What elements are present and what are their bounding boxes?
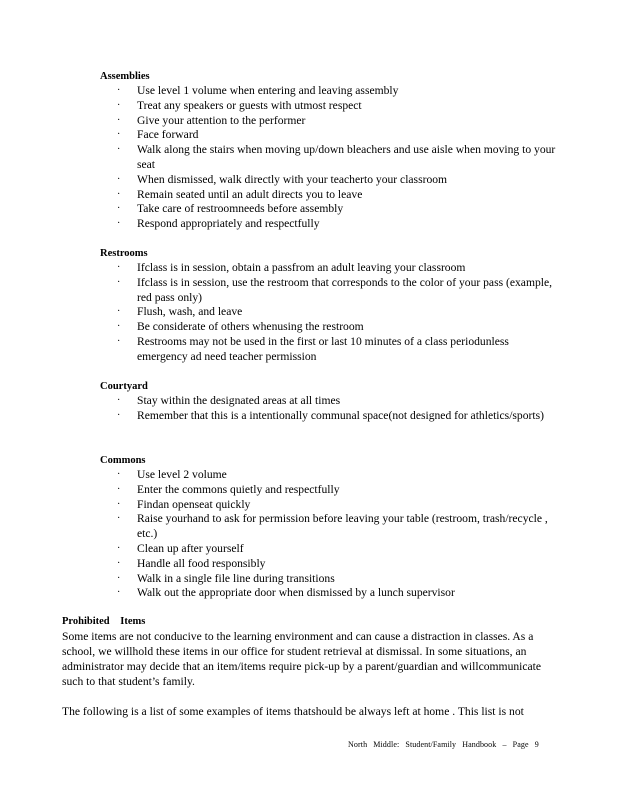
courtyard-section xyxy=(100,380,560,424)
bullet-icon: · xyxy=(117,498,121,510)
bullet-list xyxy=(100,84,560,232)
paragraph: Some items are not conducive to the learning environment and can cause a distraction in classes. As a school, we willhold these items in our office for student retrieval at dismissal. In some situations, an administrator may decide that an item/items require pick-up by a parent/guardian and willcommunicate such to that student’s family. xyxy=(62,630,542,688)
list-item: · Ifclass is in session, obtain a passfrom an adult leaving your classroom xyxy=(117,261,466,274)
bullet-icon: · xyxy=(117,276,121,288)
list-item: · Use level 1 volume when entering and leaving assembly xyxy=(117,84,399,97)
list-item: · Walk along the stairs when moving up/down bleachers and use aisle when moving to your seat xyxy=(117,143,556,171)
bullet-icon: · xyxy=(117,321,121,333)
bullet-icon: · xyxy=(117,572,121,584)
bullet-icon: · xyxy=(117,513,121,525)
paragraph: The following is a list of some examples of items thatshould be always left at home . This list is not xyxy=(62,705,524,718)
section-heading: Prohibited Items xyxy=(62,616,146,627)
list-item: · Be considerate of others whenusing the restroom xyxy=(117,320,364,334)
bullet-list xyxy=(100,261,560,365)
bullet-icon: · xyxy=(117,306,121,318)
bullet-icon: · xyxy=(117,99,121,111)
bullet-icon: · xyxy=(117,114,121,126)
bullet-icon: · xyxy=(117,85,121,96)
bullet-icon: · xyxy=(117,188,121,200)
list-item: · Enter the commons quietly and respectfully xyxy=(117,482,340,496)
list-item: · Take care of restroomneeds before assembly xyxy=(117,202,344,216)
bullet-icon: · xyxy=(117,203,121,215)
list-item: · Flush, wash, and leave xyxy=(117,305,243,319)
page-footer: North Middle: Student/Family Handbook – Page 9 xyxy=(348,740,539,749)
bullet-icon: · xyxy=(117,469,121,480)
bullet-list xyxy=(100,394,560,424)
section-heading: Courtyard xyxy=(100,381,148,392)
bullet-icon: · xyxy=(117,587,121,599)
bullet-icon: · xyxy=(117,262,121,273)
restrooms-section xyxy=(100,247,560,365)
list-item: · Clean up after yourself xyxy=(117,541,244,555)
bullet-icon: · xyxy=(117,409,121,421)
list-item: · Face forward xyxy=(117,128,199,142)
bullet-list xyxy=(100,468,560,601)
list-item: · Raise yourhand to ask for permission before leaving your table (restroom, trash/recycle , etc.) xyxy=(117,512,548,541)
list-item: · Give your attention to the performer xyxy=(117,113,306,127)
bullet-icon: · xyxy=(117,557,121,569)
list-item: · Remember that this is a intentionally communal space(not designed for athletics/sports) xyxy=(117,408,544,422)
commons-section xyxy=(100,454,560,601)
bullet-icon: · xyxy=(117,173,121,185)
bullet-icon: · xyxy=(117,129,121,141)
bullet-icon: · xyxy=(117,335,121,347)
list-item: · Remain seated until an adult directs you to leave xyxy=(117,187,363,201)
list-item: · Findan openseat quickly xyxy=(117,497,251,511)
bullet-icon: · xyxy=(117,395,121,406)
list-item: · When dismissed, walk directly with your teacherto your classroom xyxy=(117,172,448,186)
section-heading: Restrooms xyxy=(100,248,148,259)
prohibited-items-section xyxy=(62,615,552,719)
list-item: · Respond appropriately and respectfully xyxy=(117,217,320,231)
bullet-icon: · xyxy=(117,144,121,156)
bullet-icon: · xyxy=(117,218,121,230)
list-item: · Walk out the appropriate door when dismissed by a lunch supervisor xyxy=(117,586,455,600)
bullet-icon: · xyxy=(117,483,121,495)
list-item: · Use level 2 volume xyxy=(117,468,227,481)
list-item: · Restrooms may not be used in the first or last 10 minutes of a class periodunless emergency ad need teacher permission xyxy=(117,334,509,363)
list-item: · Treat any speakers or guests with utmost respect xyxy=(117,98,362,112)
list-item: · Walk in a single file line during transitions xyxy=(117,571,335,585)
list-item: · Ifclass is in session, use the restroom that corresponds to the color of your pass (example, red pass only) xyxy=(117,275,553,304)
section-heading: Commons xyxy=(100,455,146,466)
list-item: · Stay within the designated areas at all times xyxy=(117,394,341,407)
list-item: · Handle all food responsibly xyxy=(117,556,266,570)
bullet-icon: · xyxy=(117,542,121,554)
assemblies-section xyxy=(100,70,560,232)
section-heading: Assemblies xyxy=(100,71,150,82)
